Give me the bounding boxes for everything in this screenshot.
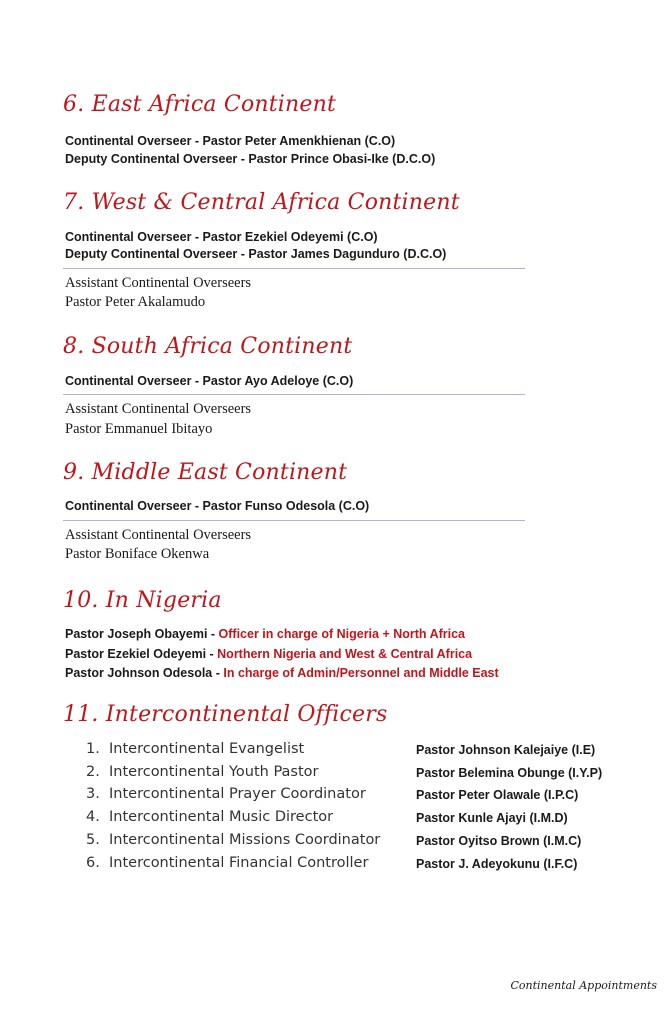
section-heading-middle-east: 9. Middle East Continent <box>63 460 348 485</box>
assignment: Officer in charge of Nigeria + North Africa <box>218 627 465 641</box>
nigeria-entry <box>65 666 499 680</box>
officer-name: Pastor Kunle Ajayi (I.M.D) <box>416 811 568 825</box>
list-number: 6. <box>86 855 100 871</box>
assignment: In charge of Admin/Personnel and Middle East <box>223 666 499 680</box>
list-number: 5. <box>86 832 100 848</box>
assignment: Northern Nigeria and West & Central Africa <box>217 647 473 661</box>
page-footer: Continental Appointments <box>510 979 657 992</box>
assistant-name: Pastor Peter Akalamudo <box>65 294 206 310</box>
officer-name: Pastor Peter Olawale (I.P.C) <box>416 788 579 802</box>
officer-role: Intercontinental Youth Pastor <box>109 764 319 780</box>
separator: - <box>207 627 219 641</box>
officer-role: Intercontinental Prayer Coordinator <box>109 786 366 802</box>
list-number: 2. <box>86 764 100 780</box>
section-heading-nigeria: 10. In Nigeria <box>63 588 222 613</box>
officer-name: Pastor Belemina Obunge (I.Y.P) <box>416 766 603 780</box>
officer-name: Pastor Oyitso Brown (I.M.C) <box>416 834 582 848</box>
pastor-name: Pastor Joseph Obayemi <box>65 627 208 641</box>
nigeria-entry <box>65 647 472 661</box>
assistants-label: Assistant Continental Overseers <box>65 275 252 291</box>
assistant-name: Pastor Emmanuel Ibitayo <box>65 421 213 437</box>
pastor-name: Pastor Johnson Odesola <box>65 666 213 680</box>
overseer-line: Continental Overseer - Pastor Ezekiel Odeyemi (C.O) <box>65 230 378 244</box>
overseer-line: Continental Overseer - Pastor Funso Odesola (C.O) <box>65 499 370 513</box>
assistant-name: Pastor Boniface Okenwa <box>65 546 210 562</box>
nigeria-entry <box>65 627 465 641</box>
officer-role: Intercontinental Music Director <box>109 809 334 825</box>
deputy-overseer-line: Deputy Continental Overseer - Pastor Prince Obasi-Ike (D.C.O) <box>65 152 436 166</box>
officer-name: Pastor J. Adeyokunu (I.F.C) <box>416 857 578 871</box>
officer-role: Intercontinental Financial Controller <box>109 855 369 871</box>
deputy-overseer-line: Deputy Continental Overseer - Pastor James Dagunduro (D.C.O) <box>65 247 447 261</box>
separator: - <box>212 666 224 680</box>
section-heading-intercontinental-officers: 11. Intercontinental Officers <box>63 702 388 727</box>
officer-role: Intercontinental Evangelist <box>109 741 305 757</box>
pastor-name: Pastor Ezekiel Odeyemi <box>65 647 207 661</box>
overseer-line: Continental Overseer - Pastor Ayo Adeloye (C.O) <box>65 374 354 388</box>
list-number: 3. <box>86 786 100 802</box>
assistants-label: Assistant Continental Overseers <box>65 401 252 417</box>
separator: - <box>206 647 218 661</box>
list-number: 4. <box>86 809 100 825</box>
assistants-label: Assistant Continental Overseers <box>65 527 252 543</box>
section-divider <box>63 394 525 395</box>
section-divider <box>63 268 525 269</box>
section-heading-south-africa: 8. South Africa Continent <box>63 334 353 359</box>
section-heading-east-africa: 6. East Africa Continent <box>63 92 337 117</box>
section-heading-west-central-africa: 7. West & Central Africa Continent <box>63 190 460 215</box>
section-divider <box>63 520 525 521</box>
overseer-line: Continental Overseer - Pastor Peter Amenkhienan (C.O) <box>65 134 396 148</box>
list-number: 1. <box>86 741 100 757</box>
officer-role: Intercontinental Missions Coordinator <box>109 832 381 848</box>
officer-name: Pastor Johnson Kalejaiye (I.E) <box>416 743 596 757</box>
